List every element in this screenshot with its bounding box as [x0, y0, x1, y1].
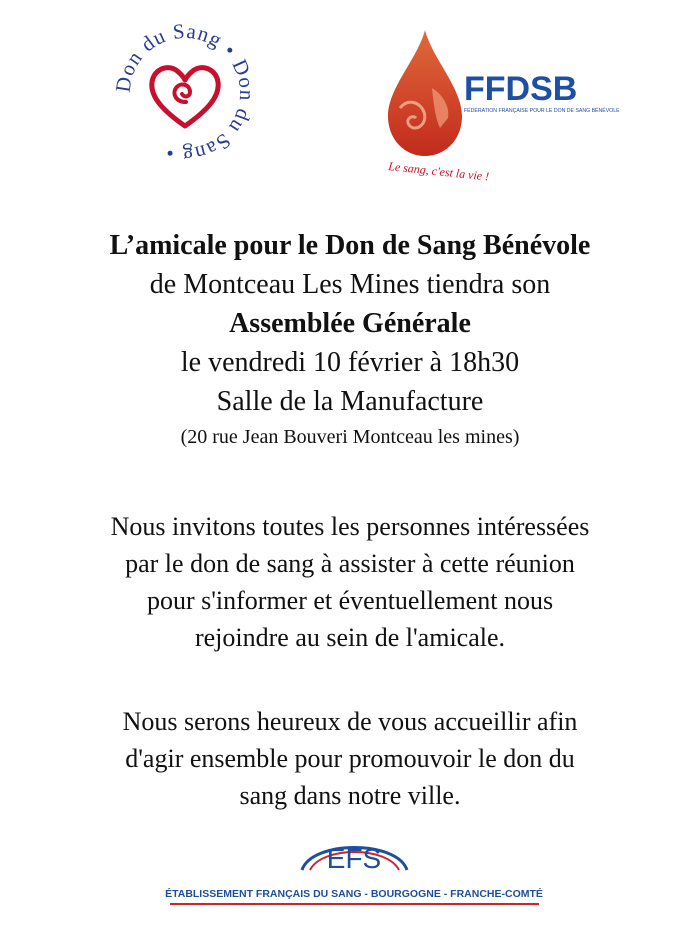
paragraph-line: par le don de sang à assister à cette réunion	[125, 549, 575, 578]
efs-logo	[162, 822, 547, 912]
paragraph-line: Nous serons heureux de vous accueillir afin	[122, 707, 578, 736]
announcement-title: L’amicale pour le Don de Sang Bénévole	[109, 230, 591, 261]
blood-drop-icon	[388, 30, 462, 156]
invitation-paragraph	[0, 508, 700, 656]
ffdsb-full-name: FÉDÉRATION FRANÇAISE POUR LE DON DE SANG BÉNÉVOLE	[464, 108, 620, 114]
announcement-date: le vendredi 10 février à 18h30	[180, 347, 520, 378]
paragraph-line: d'agir ensemble pour promouvoir le don du	[125, 744, 575, 773]
paragraph-line: Nous invitons toutes les personnes intéressées	[110, 512, 590, 541]
ffdsb-acronym: FFDSB	[464, 70, 578, 108]
announcement-line-2: de Montceau Les Mines tiendra son	[149, 269, 551, 300]
paragraph-line: pour s'informer et éventuellement nous	[146, 586, 554, 615]
announcement-venue: Salle de la Manufacture	[216, 386, 484, 417]
announcement-address: (20 rue Jean Bouveri Montceau les mines)	[180, 426, 520, 448]
welcome-paragraph	[0, 703, 700, 814]
ffdsb-tagline: Le sang, c'est la vie !	[387, 159, 490, 184]
heart-icon	[152, 68, 218, 126]
logo-ring-text: Don du Sang • Don du Sang •	[110, 18, 260, 168]
paragraph-line: sang dans notre ville.	[239, 781, 461, 810]
efs-caption: ÉTABLISSEMENT FRANÇAIS DU SANG - BOURGOGNE - FRANCHE-COMTÉ	[165, 888, 543, 900]
ffdsb-logo	[380, 28, 620, 184]
announcement	[0, 226, 700, 453]
efs-acronym: EFS	[326, 843, 382, 874]
don-du-sang-logo	[110, 18, 260, 168]
paragraph-line: rejoindre au sein de l'amicale.	[194, 623, 506, 652]
announcement-event-title: Assemblée Générale	[229, 308, 471, 339]
